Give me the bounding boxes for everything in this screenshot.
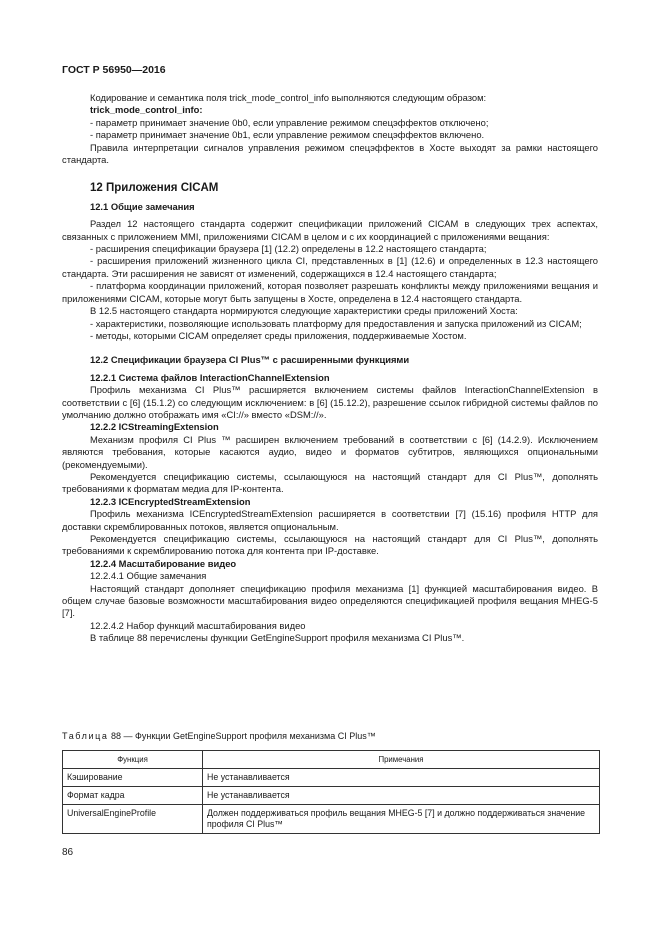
paragraph: Профиль механизма CI Plus™ расширяется включением системы файлов InteractionChannelExtension в соответствии с [6] (15.1.2) со следующим исключением: в [6] (15.12.2), разрешение ссылок гибридной системы файлов по умолчанию должно отображать имя «CI://» вместо «DSM://». xyxy=(62,384,598,420)
table-cell: UniversalEngineProfile xyxy=(63,805,203,834)
table-cell: Формат кадра xyxy=(63,787,203,805)
table-row xyxy=(63,769,600,787)
paragraph: Рекомендуется спецификацию системы, ссылающуюся на настоящий стандарт для CI Plus™, дополнять требованиями к форматам медиа для IP-контента. xyxy=(62,470,598,495)
subsection-heading: 12.2.4 Масштабирование видео xyxy=(90,557,237,569)
field-name: trick_mode_control_info: xyxy=(90,104,203,116)
list-item: - платформа координации приложений, которая позволяет разрешать конфликты между приложениями вещания и приложениями CICAM, которые могут быть запущены в Хосте, определена в 12.4 настоящего стандарта. xyxy=(62,280,598,304)
document-body xyxy=(62,92,598,645)
list-item: - параметр принимает значение 0b0, если управление режимом спецэффектов отключено; xyxy=(90,116,489,128)
table-cell: Должен поддерживаться профиль вещания MHEG-5 [7] и должно поддерживаться значение профиля CI Plus™ xyxy=(203,805,600,834)
table-cell: Кэширование xyxy=(63,769,203,787)
table-row xyxy=(63,805,600,834)
paragraph: Раздел 12 настоящего стандарта содержит спецификации приложений CICAM в следующих трех аспектах, связанных с приложением MMI, приложениями CICAM в целом и с их координацией с приложениями вещания: xyxy=(62,218,598,242)
paragraph: В 12.5 настоящего стандарта нормируются следующие характеристики среды приложений Хоста: xyxy=(90,305,518,317)
table-cell: Не устанавливается xyxy=(203,787,600,805)
list-item: - расширения приложений жизненного цикла CI, представленных в [1] (12.6) и определенных в 12.3 настоящего стандарта. Эти расширения не зависят от изменений, содержащихся в 12.4 настоящего стандарта; xyxy=(62,255,598,279)
paragraph: Правила интерпретации сигналов управления режимом спецэффектов в Хосте выходят за рамки настоящего стандарта. xyxy=(62,141,598,166)
subsection-heading: 12.2.3 ICEncryptedStreamExtension xyxy=(90,495,251,507)
list-item: - расширения спецификации браузера [1] (12.2) определены в 12.2 настоящего стандарта; xyxy=(90,243,487,255)
paragraph: Кодирование и семантика поля trick_mode_control_info выполняются следующим образом: xyxy=(90,92,487,103)
table-caption-prefix: Таблица xyxy=(62,731,109,741)
column-header-function: Функция xyxy=(63,751,203,769)
section-heading: 12 Приложения CICAM xyxy=(90,182,219,195)
list-item: - методы, которыми CICAM определяет среды приложения, поддерживаемые Хостом. xyxy=(90,329,467,341)
page-number: 86 xyxy=(62,847,74,858)
table-caption-text: 88 — Функции GetEngineSupport профиля механизма CI Plus™ xyxy=(111,731,376,741)
paragraph: Рекомендуется спецификацию системы, ссылающуюся на настоящий стандарт для CI Plus™, дополнять требованиями к скремблированию потока для контента при IP-доставке. xyxy=(62,533,598,557)
paragraph: В таблице 88 перечислены функции GetEngineSupport профиля механизма CI Plus™. xyxy=(90,632,465,644)
table-row xyxy=(63,787,600,805)
paragraph: Механизм профиля CI Plus ™ расширен включением требований в соответствии с [6] (14.2.9). Исключением являются требования, которые касаются аудио, видео и форматов субтитров, являющихся опциональными (рекомендуемыми). xyxy=(62,433,598,470)
subsection-heading: 12.1 Общие замечания xyxy=(90,200,195,212)
list-item: - характеристики, позволяющие использовать платформу для предоставления и запуска приложений из CICAM; xyxy=(90,317,582,329)
subsection-heading: 12.2.1 Система файлов InteractionChannelExtension xyxy=(90,371,330,383)
document-code: ГОСТ Р 56950—2016 xyxy=(62,64,166,76)
list-item: - параметр принимает значение 0b1, если управление режимом спецэффектов включено. xyxy=(90,129,485,141)
table-header-row xyxy=(63,751,600,769)
paragraph: Профиль механизма ICEncryptedStreamExtension расширяется в соответствии [7] (15.16) профиля HTTP для доставки скремблированных потоков, является опциональным. xyxy=(62,508,598,532)
paragraph: 12.2.4.2 Набор функций масштабирования видео xyxy=(90,619,306,631)
subsection-heading: 12.2.2 ICStreamingExtension xyxy=(90,421,219,433)
subsection-heading: 12.2 Спецификации браузера CI Plus™ с расширенными функциями xyxy=(90,354,410,366)
functions-table xyxy=(62,750,600,834)
column-header-notes: Примечания xyxy=(203,751,600,769)
table-caption xyxy=(62,731,376,741)
table-cell: Не устанавливается xyxy=(203,769,600,787)
paragraph: Настоящий стандарт дополняет спецификацию профиля механизма [1] функцией масштабирования видео. В общем случае базовые возможности масштабирования видео определяются спецификацией профиля вещания MHEG-5 [7]. xyxy=(62,582,598,619)
paragraph: 12.2.4.1 Общие замечания xyxy=(90,570,207,582)
